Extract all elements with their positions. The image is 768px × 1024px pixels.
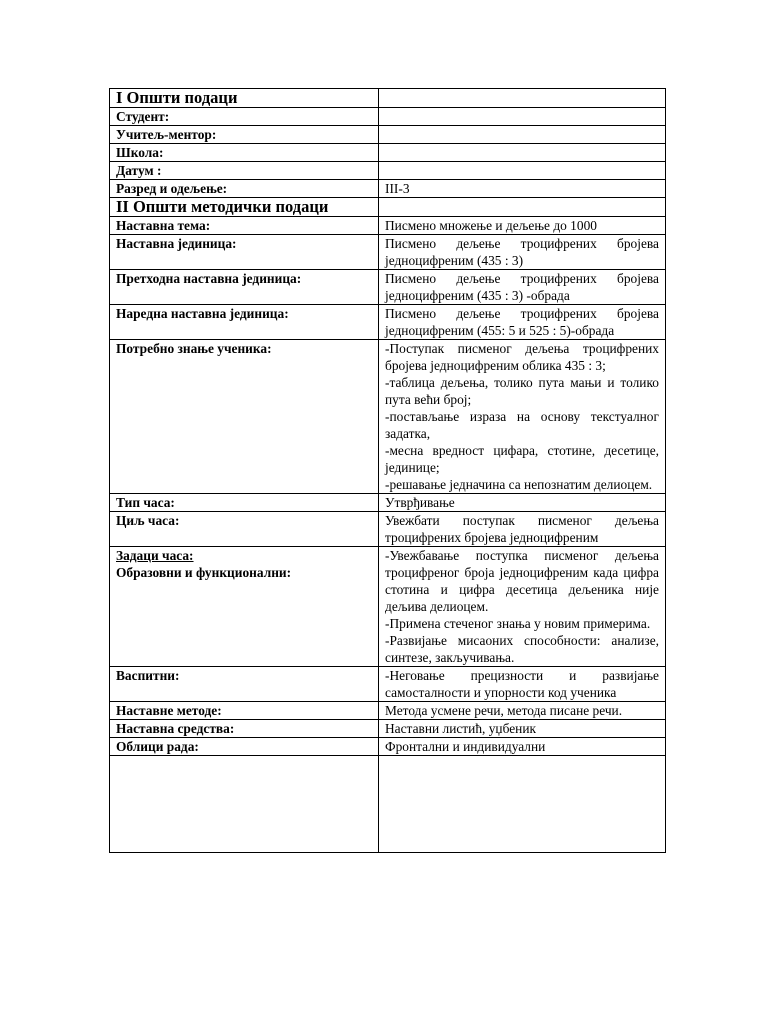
educational-value: -Неговање прецизности и развијање самосталности и упорности код ученика <box>379 667 666 702</box>
required-knowledge-item: -постављање израза на основу текстуалног задатка, <box>385 409 659 441</box>
school-value <box>379 144 666 162</box>
row-previous-unit <box>110 270 666 305</box>
lesson-type-value: Утврђивање <box>379 494 666 512</box>
mentor-label: Учитељ-ментор: <box>110 126 379 144</box>
student-label: Студент: <box>110 108 379 126</box>
row-teaching-topic <box>110 217 666 235</box>
lesson-task-item: -Развијање мисаоних способности: анализе, синтезе, закључивања. <box>385 633 659 665</box>
required-knowledge-item: -решавање једначина са непознатим делиоцем. <box>385 477 653 492</box>
required-knowledge-item: -таблица дељења, толико пута мањи и толико пута већи број; <box>385 375 659 407</box>
grade-value: III-3 <box>379 180 666 198</box>
work-forms-value: Фронтални и индивидуални <box>379 738 666 756</box>
section-general-value <box>379 89 666 108</box>
lesson-goal-label: Циљ часа: <box>110 512 379 547</box>
lesson-tasks-label-cell <box>110 547 379 667</box>
row-teaching-unit <box>110 235 666 270</box>
lesson-tasks-value <box>379 547 666 667</box>
previous-unit-label: Претходна наставна јединица: <box>110 270 379 305</box>
blank-right-cell <box>379 756 666 853</box>
next-unit-label: Наредна наставна јединица: <box>110 305 379 340</box>
lesson-tasks-sublabel: Образовни и функционални: <box>116 565 292 580</box>
student-value <box>379 108 666 126</box>
previous-unit-value: Писмено дељење троцифрених бројева једноцифреним (435 : 3) -обрада <box>379 270 666 305</box>
required-knowledge-label: Потребно знање ученика: <box>110 340 379 494</box>
resources-value: Наставни листић, уџбеник <box>379 720 666 738</box>
row-lesson-tasks <box>110 547 666 667</box>
section-methodical-value <box>379 198 666 217</box>
teaching-unit-label: Наставна јединица: <box>110 235 379 270</box>
section-methodical-header <box>110 198 666 217</box>
row-blank <box>110 756 666 853</box>
section-general-title: I Општи подаци <box>110 89 379 108</box>
resources-label: Наставна средства: <box>110 720 379 738</box>
row-student <box>110 108 666 126</box>
teaching-unit-value: Писмено дељење троцифрених бројева једноцифреним (435 : 3) <box>379 235 666 270</box>
educational-label: Васпитни: <box>110 667 379 702</box>
row-school <box>110 144 666 162</box>
next-unit-value: Писмено дељење троцифрених бројева једноцифреним (455: 5 и 525 : 5)-обрада <box>379 305 666 340</box>
row-date <box>110 162 666 180</box>
methods-value: Метода усмене речи, метода писане речи. <box>379 702 666 720</box>
school-label: Школа: <box>110 144 379 162</box>
work-forms-label: Облици рада: <box>110 738 379 756</box>
required-knowledge-value <box>379 340 666 494</box>
row-lesson-goal <box>110 512 666 547</box>
date-value <box>379 162 666 180</box>
grade-label: Разред и одељење: <box>110 180 379 198</box>
row-methods <box>110 702 666 720</box>
required-knowledge-item: -Поступак писменог дељења троцифрених бројева једноцифреним облика 435 : 3; <box>385 341 659 373</box>
teaching-topic-value: Писмено множење и дељење до 1000 <box>379 217 666 235</box>
row-work-forms <box>110 738 666 756</box>
row-mentor <box>110 126 666 144</box>
lesson-task-item: -Увежбавање поступка писменог дељења троцифреног броја једноцифреним када цифра стотина и цифра десетица дељеника није дељива делиоцем. <box>385 548 659 614</box>
row-resources <box>110 720 666 738</box>
row-next-unit <box>110 305 666 340</box>
lesson-type-label: Тип часа: <box>110 494 379 512</box>
methods-label: Наставне методе: <box>110 702 379 720</box>
date-label: Датум : <box>110 162 379 180</box>
section-methodical-title: II Општи методички подаци <box>110 198 379 217</box>
teaching-topic-label: Наставна тема: <box>110 217 379 235</box>
mentor-value <box>379 126 666 144</box>
blank-left-cell <box>110 756 379 853</box>
lesson-tasks-label: Задаци часа: <box>116 548 194 563</box>
lesson-plan-table <box>109 88 666 853</box>
required-knowledge-item: -месна вредност цифара, стотине, десетице, јединице; <box>385 443 659 475</box>
section-general-header <box>110 89 666 108</box>
lesson-goal-value: Увежбати поступак писменог дељења троцифрених бројева једноцифреним <box>379 512 666 547</box>
row-educational <box>110 667 666 702</box>
row-required-knowledge <box>110 340 666 494</box>
row-grade <box>110 180 666 198</box>
lesson-task-item: -Примена стеченог знања у новим примерима. <box>385 616 651 631</box>
row-lesson-type <box>110 494 666 512</box>
